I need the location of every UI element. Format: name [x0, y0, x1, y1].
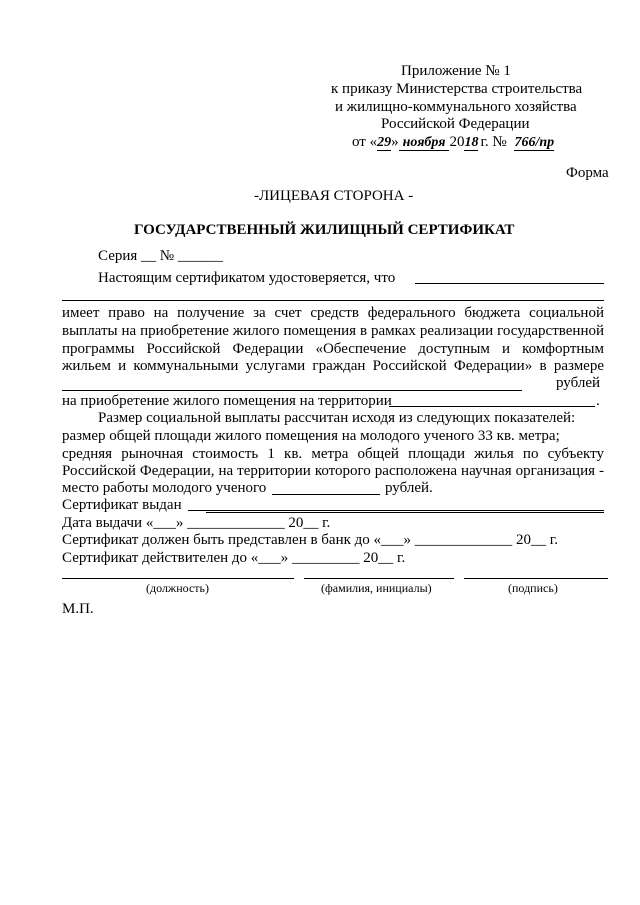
body-line-4: жильем и коммунальными услугами граждан Российской Федерации» в размере	[62, 358, 604, 374]
issued-line-2	[206, 512, 604, 513]
area-indicator: размер общей площади жилого помещения на молодого ученого 33 кв. метра;	[62, 428, 560, 444]
recipient-name-line-1	[415, 283, 604, 284]
recipient-name-line-2	[62, 300, 604, 301]
territory-line	[389, 406, 595, 407]
certify-text: Настоящим сертификатом удостоверяется, что	[98, 270, 396, 286]
series-number-field: Серия __ № ______	[98, 248, 223, 264]
name-caption: (фамилия, инициалы)	[321, 581, 432, 595]
bank-deadline: Сертификат должен быть представлен в банк до «___» _____________ 20__ г.	[62, 532, 558, 548]
document-title: ГОСУДАРСТВЕННЫЙ ЖИЛИЩНЫЙ СЕРТИФИКАТ	[134, 222, 515, 238]
workplace-text: место работы молодого ученого	[62, 480, 267, 496]
appendix-order-ministry-2: и жилищно-коммунального хозяйства	[335, 99, 577, 115]
territory-period: .	[596, 393, 600, 409]
issue-date: Дата выдачи «___» _____________ 20__ г.	[62, 515, 331, 531]
price-indicator-1: средняя рыночная стоимость 1 кв. метра общей площади жилья по субъекту	[62, 446, 604, 462]
position-caption: (должность)	[146, 581, 209, 595]
price-rubles: рублей.	[385, 480, 433, 496]
issued-line-1	[188, 510, 604, 511]
issued-label: Сертификат выдан	[62, 497, 182, 513]
territory-text: на приобретение жилого помещения на территории	[62, 393, 392, 409]
appendix-date-line: от «29» ноября 2018 г. № 766/пр	[352, 134, 555, 150]
appendix-order-federation: Российской Федерации	[381, 116, 530, 132]
form-label: Форма	[566, 165, 609, 181]
price-line	[272, 494, 380, 495]
signature-line	[464, 578, 608, 579]
appendix-order-ministry: к приказу Министерства строительства	[331, 81, 583, 97]
side-label: -ЛИЦЕВАЯ СТОРОНА -	[254, 188, 414, 204]
body-line-1: имеет право на получение за счет средств федерального бюджета социальной	[62, 305, 604, 321]
valid-until: Сертификат действителен до «___» _________ 20__ г.	[62, 550, 406, 566]
position-line	[62, 578, 294, 579]
amount-line	[62, 390, 522, 391]
appendix-number: Приложение № 1	[401, 63, 511, 79]
body-line-2: выплаты на приобретение жилого помещения в рамках реализации государственной	[62, 323, 604, 339]
signature-caption: (подпись)	[508, 581, 558, 595]
handwritten-month: ноября	[399, 135, 450, 151]
handwritten-day: 29	[377, 135, 392, 150]
calc-intro: Размер социальной выплаты рассчитан исходя из следующих показателей:	[98, 410, 576, 426]
price-indicator-2: Российской Федерации, на территории которого расположена научная организация -	[62, 463, 604, 479]
stamp-place: М.П.	[62, 601, 94, 617]
name-line	[304, 578, 454, 579]
handwritten-order-number: 766/пр	[514, 135, 555, 150]
handwritten-year: 18	[464, 135, 479, 150]
body-line-3: программы Российской Федерации «Обеспечение доступным и комфортным	[62, 341, 604, 357]
rubles-label: рублей	[556, 375, 601, 391]
